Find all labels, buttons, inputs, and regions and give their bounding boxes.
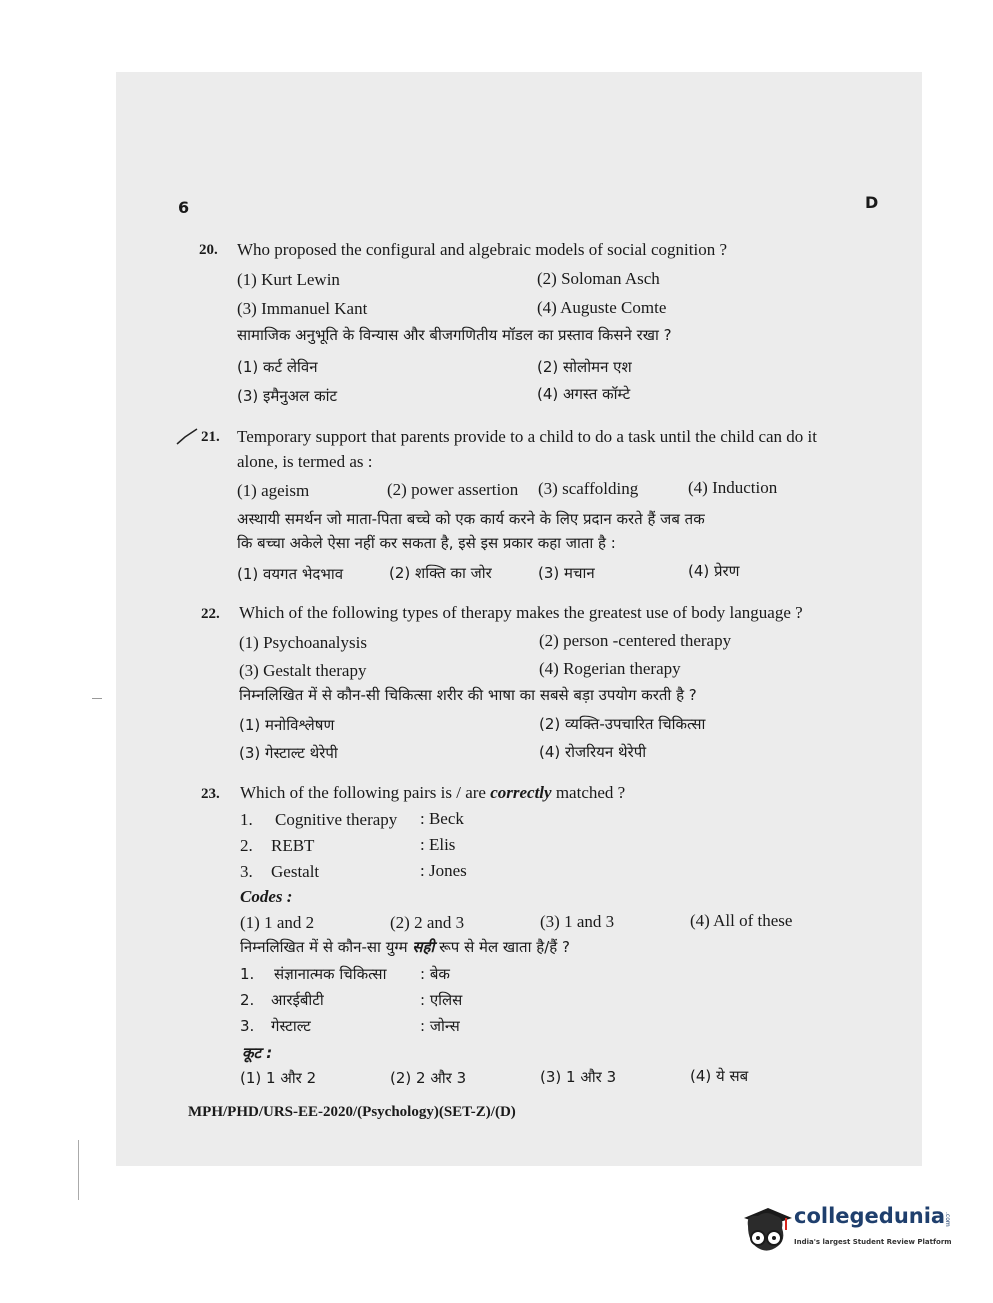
q22-hi-option-3: (3) गेस्टाल्ट थेरेपी [239, 744, 338, 762]
q23-hi-codes-label: कूट : [242, 1044, 273, 1062]
logo-wordmark: collegedunia [794, 1204, 946, 1228]
q20-en-option-3: (3) Immanuel Kant [237, 299, 368, 318]
q23-hi-option-4: (4) ये सब [690, 1067, 749, 1085]
q22-hi-question: निम्नलिखित में से कौन-सी चिकित्सा शरीर की भाषा का सबसे बड़ा उपयोग करती है ? [239, 686, 697, 704]
q22-en-option-2: (2) person -centered therapy [539, 631, 732, 650]
q21-en-option-2: (2) power assertion [387, 480, 519, 499]
q23-hi-pair-3-number: 3. [240, 1017, 255, 1035]
q21-hi-question-line1: अस्थायी समर्थन जो माता-पिता बच्चे को एक कार्य करने के लिए प्रदान करते हैं जब तक [237, 510, 705, 528]
question-22-number: 22. [201, 606, 220, 622]
q20-en-option-1: (1) Kurt Lewin [237, 270, 340, 289]
q23-hi-option-2: (2) 2 और 3 [390, 1069, 467, 1087]
q23-hi-pair-1-number: 1. [240, 965, 255, 983]
q22-en-option-1: (1) Psychoanalysis [239, 633, 367, 652]
q23-hi-option-3: (3) 1 और 3 [540, 1068, 617, 1086]
q23-hi-option-1: (1) 1 और 2 [240, 1069, 317, 1087]
q20-en-option-2: (2) Soloman Asch [537, 269, 660, 288]
q23-en-option-4: (4) All of these [690, 911, 793, 930]
q21-hi-option-2: (2) शक्ति का जोर [389, 564, 492, 582]
scan-mark [92, 698, 102, 699]
student-mascot-icon [738, 1200, 794, 1260]
q23-pair-3-left: Gestalt [271, 862, 320, 881]
q20-hi-option-1: (1) कर्ट लेविन [237, 358, 318, 376]
q22-en-question: Which of the following types of therapy makes the greatest use of body language ? [239, 603, 803, 622]
q21-en-option-4: (4) Induction [688, 478, 778, 497]
q23-pair-2-left: REBT [271, 836, 315, 855]
q20-en-option-4: (4) Auguste Comte [537, 298, 667, 317]
q23-hi-question: निम्नलिखित में से कौन-सा युग्म सही रूप से मेल खाता है/हैं ? [240, 938, 570, 956]
handwritten-tick-icon [176, 428, 198, 446]
q23-hi-pair-2-left: आरईबीटी [271, 991, 324, 1009]
q20-hi-option-2: (2) सोलोमन एश [537, 358, 632, 376]
question-20-number: 20. [199, 242, 218, 258]
q23-hi-pair-2-number: 2. [240, 991, 255, 1009]
q21-en-question-line1: Temporary support that parents provide to a child to do a task until the child can do it [237, 427, 817, 446]
q20-hi-option-3: (3) इमैनुअल कांट [237, 387, 338, 405]
logo-tagline: India's largest Student Review Platform [794, 1238, 952, 1246]
logo-tld: .com [944, 1212, 951, 1227]
q23-pair-2-right: : Elis [420, 835, 456, 854]
q21-hi-option-3: (3) मचान [538, 564, 595, 582]
q22-hi-option-2: (2) व्यक्ति-उपचारित चिकित्सा [539, 715, 706, 733]
set-letter: D [865, 193, 879, 212]
q21-en-question-line2: alone, is termed as : [237, 452, 373, 471]
q23-pair-3-number: 3. [240, 862, 253, 881]
q23-en-option-2: (2) 2 and 3 [390, 913, 465, 932]
q23-pair-1-right: : Beck [420, 809, 464, 828]
q21-hi-question-line2: कि बच्चा अकेले ऐसा नहीं कर सकता है, इसे इस प्रकार कहा जाता है : [237, 534, 616, 552]
q23-codes-label: Codes : [240, 887, 293, 906]
q21-hi-option-1: (1) वयगत भेदभाव [237, 565, 344, 583]
scan-edge-line [78, 1140, 79, 1200]
q20-en-question: Who proposed the configural and algebraic models of social cognition ? [237, 240, 728, 259]
q22-en-option-4: (4) Rogerian therapy [539, 659, 681, 678]
q23-hi-pair-3-right: : जोन्स [420, 1017, 460, 1035]
q23-pair-1-number: 1. [240, 810, 253, 829]
q23-hi-pair-2-right: : एलिस [420, 991, 463, 1009]
q23-en-option-1: (1) 1 and 2 [240, 913, 315, 932]
collegedunia-logo [738, 1200, 960, 1260]
q23-hi-pair-1-left: संज्ञानात्मक चिकित्सा [274, 965, 387, 983]
q23-en-question: Which of the following pairs is / are correctly matched ? [240, 783, 626, 802]
paper-code: MPH/PHD/URS-EE-2020/(Psychology)(SET-Z)/(D) [188, 1104, 516, 1120]
q23-pair-3-right: : Jones [420, 861, 467, 880]
q20-hi-question: सामाजिक अनुभूति के विन्यास और बीजगणितीय मॉडल का प्रस्ताव किसने रखा ? [237, 326, 672, 344]
q20-hi-option-4: (4) अगस्त कॉम्टे [537, 385, 631, 403]
question-23-number: 23. [201, 786, 220, 802]
q23-hi-pair-1-right: : बेक [420, 965, 450, 983]
q23-pair-2-number: 2. [240, 836, 253, 855]
q22-hi-option-4: (4) रोजरियन थेरेपी [539, 743, 647, 761]
q22-en-option-3: (3) Gestalt therapy [239, 661, 367, 680]
q21-en-option-3: (3) scaffolding [538, 479, 639, 498]
page-number: 6 [178, 198, 190, 217]
q23-en-option-3: (3) 1 and 3 [540, 912, 615, 931]
question-21-number: 21. [201, 429, 220, 445]
q23-pair-1-left: Cognitive therapy [275, 810, 398, 829]
q21-en-option-1: (1) ageism [237, 481, 310, 500]
q21-hi-option-4: (4) प्रेरण [688, 562, 740, 580]
q23-hi-pair-3-left: गेस्टाल्ट [271, 1017, 311, 1035]
q22-hi-option-1: (1) मनोविश्लेषण [239, 716, 335, 734]
